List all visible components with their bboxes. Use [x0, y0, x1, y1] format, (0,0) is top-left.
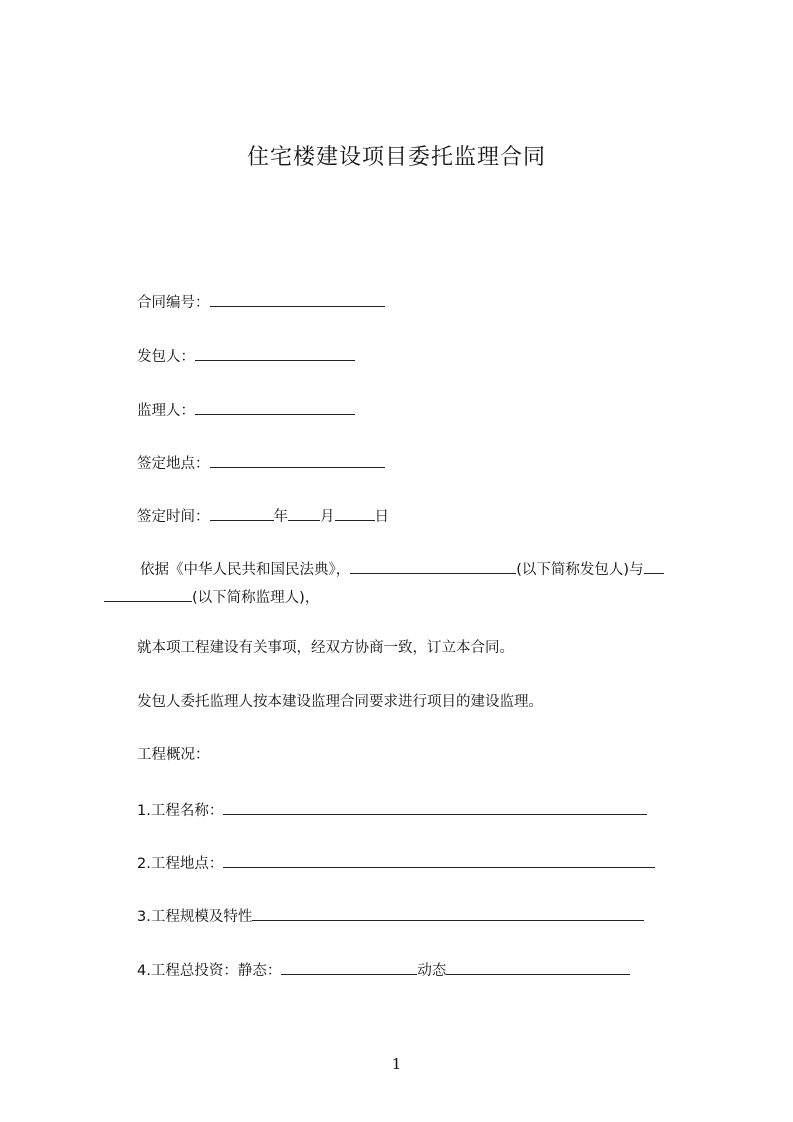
project-location-line: [137, 852, 655, 874]
day-label: 日: [374, 509, 389, 525]
intro-supervisor-blank-start[interactable]: [644, 558, 664, 574]
agreement-line: 就本项工程建设有关事项，经双方协商一致，订立本合同。: [137, 640, 514, 656]
investment-static-blank[interactable]: [281, 959, 417, 975]
contract-number-label: 合同编号：: [137, 295, 210, 311]
intro-employer-blank[interactable]: [350, 558, 516, 574]
overview-heading: 工程概况：: [137, 747, 210, 763]
supervisor-label: 监理人：: [137, 403, 195, 419]
intro-according-text: 依据《中华人民共和国民法典》，: [140, 562, 351, 578]
contract-number-blank[interactable]: [210, 291, 385, 307]
project-location-label: 2.工程地点：: [137, 856, 224, 872]
supervisor-blank[interactable]: [195, 399, 355, 415]
sign-place-line: [137, 452, 385, 474]
project-scale-blank[interactable]: [252, 905, 644, 921]
employer-blank[interactable]: [195, 345, 355, 361]
project-scale-label: 3.工程规模及特性: [137, 909, 253, 925]
investment-dynamic-blank[interactable]: [446, 959, 630, 975]
investment-static-label: 4.工程总投资：静态：: [137, 963, 282, 979]
project-name-blank[interactable]: [223, 799, 647, 815]
intro-supervisor-abbr: (以下简称监理人)，: [192, 590, 320, 606]
investment-dynamic-label: 动态: [417, 963, 447, 979]
intro-employer-abbr: (以下简称发包人)与: [516, 562, 644, 578]
project-name-label: 1.工程名称：: [137, 803, 224, 819]
project-name-line: [137, 799, 647, 821]
employer-line: [137, 345, 355, 367]
month-label: 月: [320, 509, 335, 525]
project-investment-line: [137, 959, 630, 981]
intro-paragraph: [104, 556, 704, 612]
project-location-blank[interactable]: [223, 852, 655, 868]
sign-time-label: 签定时间：: [137, 509, 210, 525]
month-blank[interactable]: [288, 505, 320, 521]
sign-place-blank[interactable]: [210, 452, 385, 468]
contract-number-line: [137, 291, 385, 313]
year-blank[interactable]: [210, 505, 274, 521]
page-number: 1: [391, 1055, 402, 1073]
employer-label: 发包人：: [137, 349, 195, 365]
commission-line: 发包人委托监理人按本建设监理合同要求进行项目的建设监理。: [137, 694, 543, 710]
sign-time-line: [137, 505, 389, 527]
year-label: 年: [273, 509, 288, 525]
document-title: 住宅楼建设项目委托监理合同: [246, 145, 546, 170]
day-blank[interactable]: [335, 505, 375, 521]
intro-supervisor-blank[interactable]: [104, 586, 192, 602]
project-scale-line: [137, 905, 644, 927]
supervisor-line: [137, 399, 355, 421]
sign-place-label: 签定地点：: [137, 456, 210, 472]
